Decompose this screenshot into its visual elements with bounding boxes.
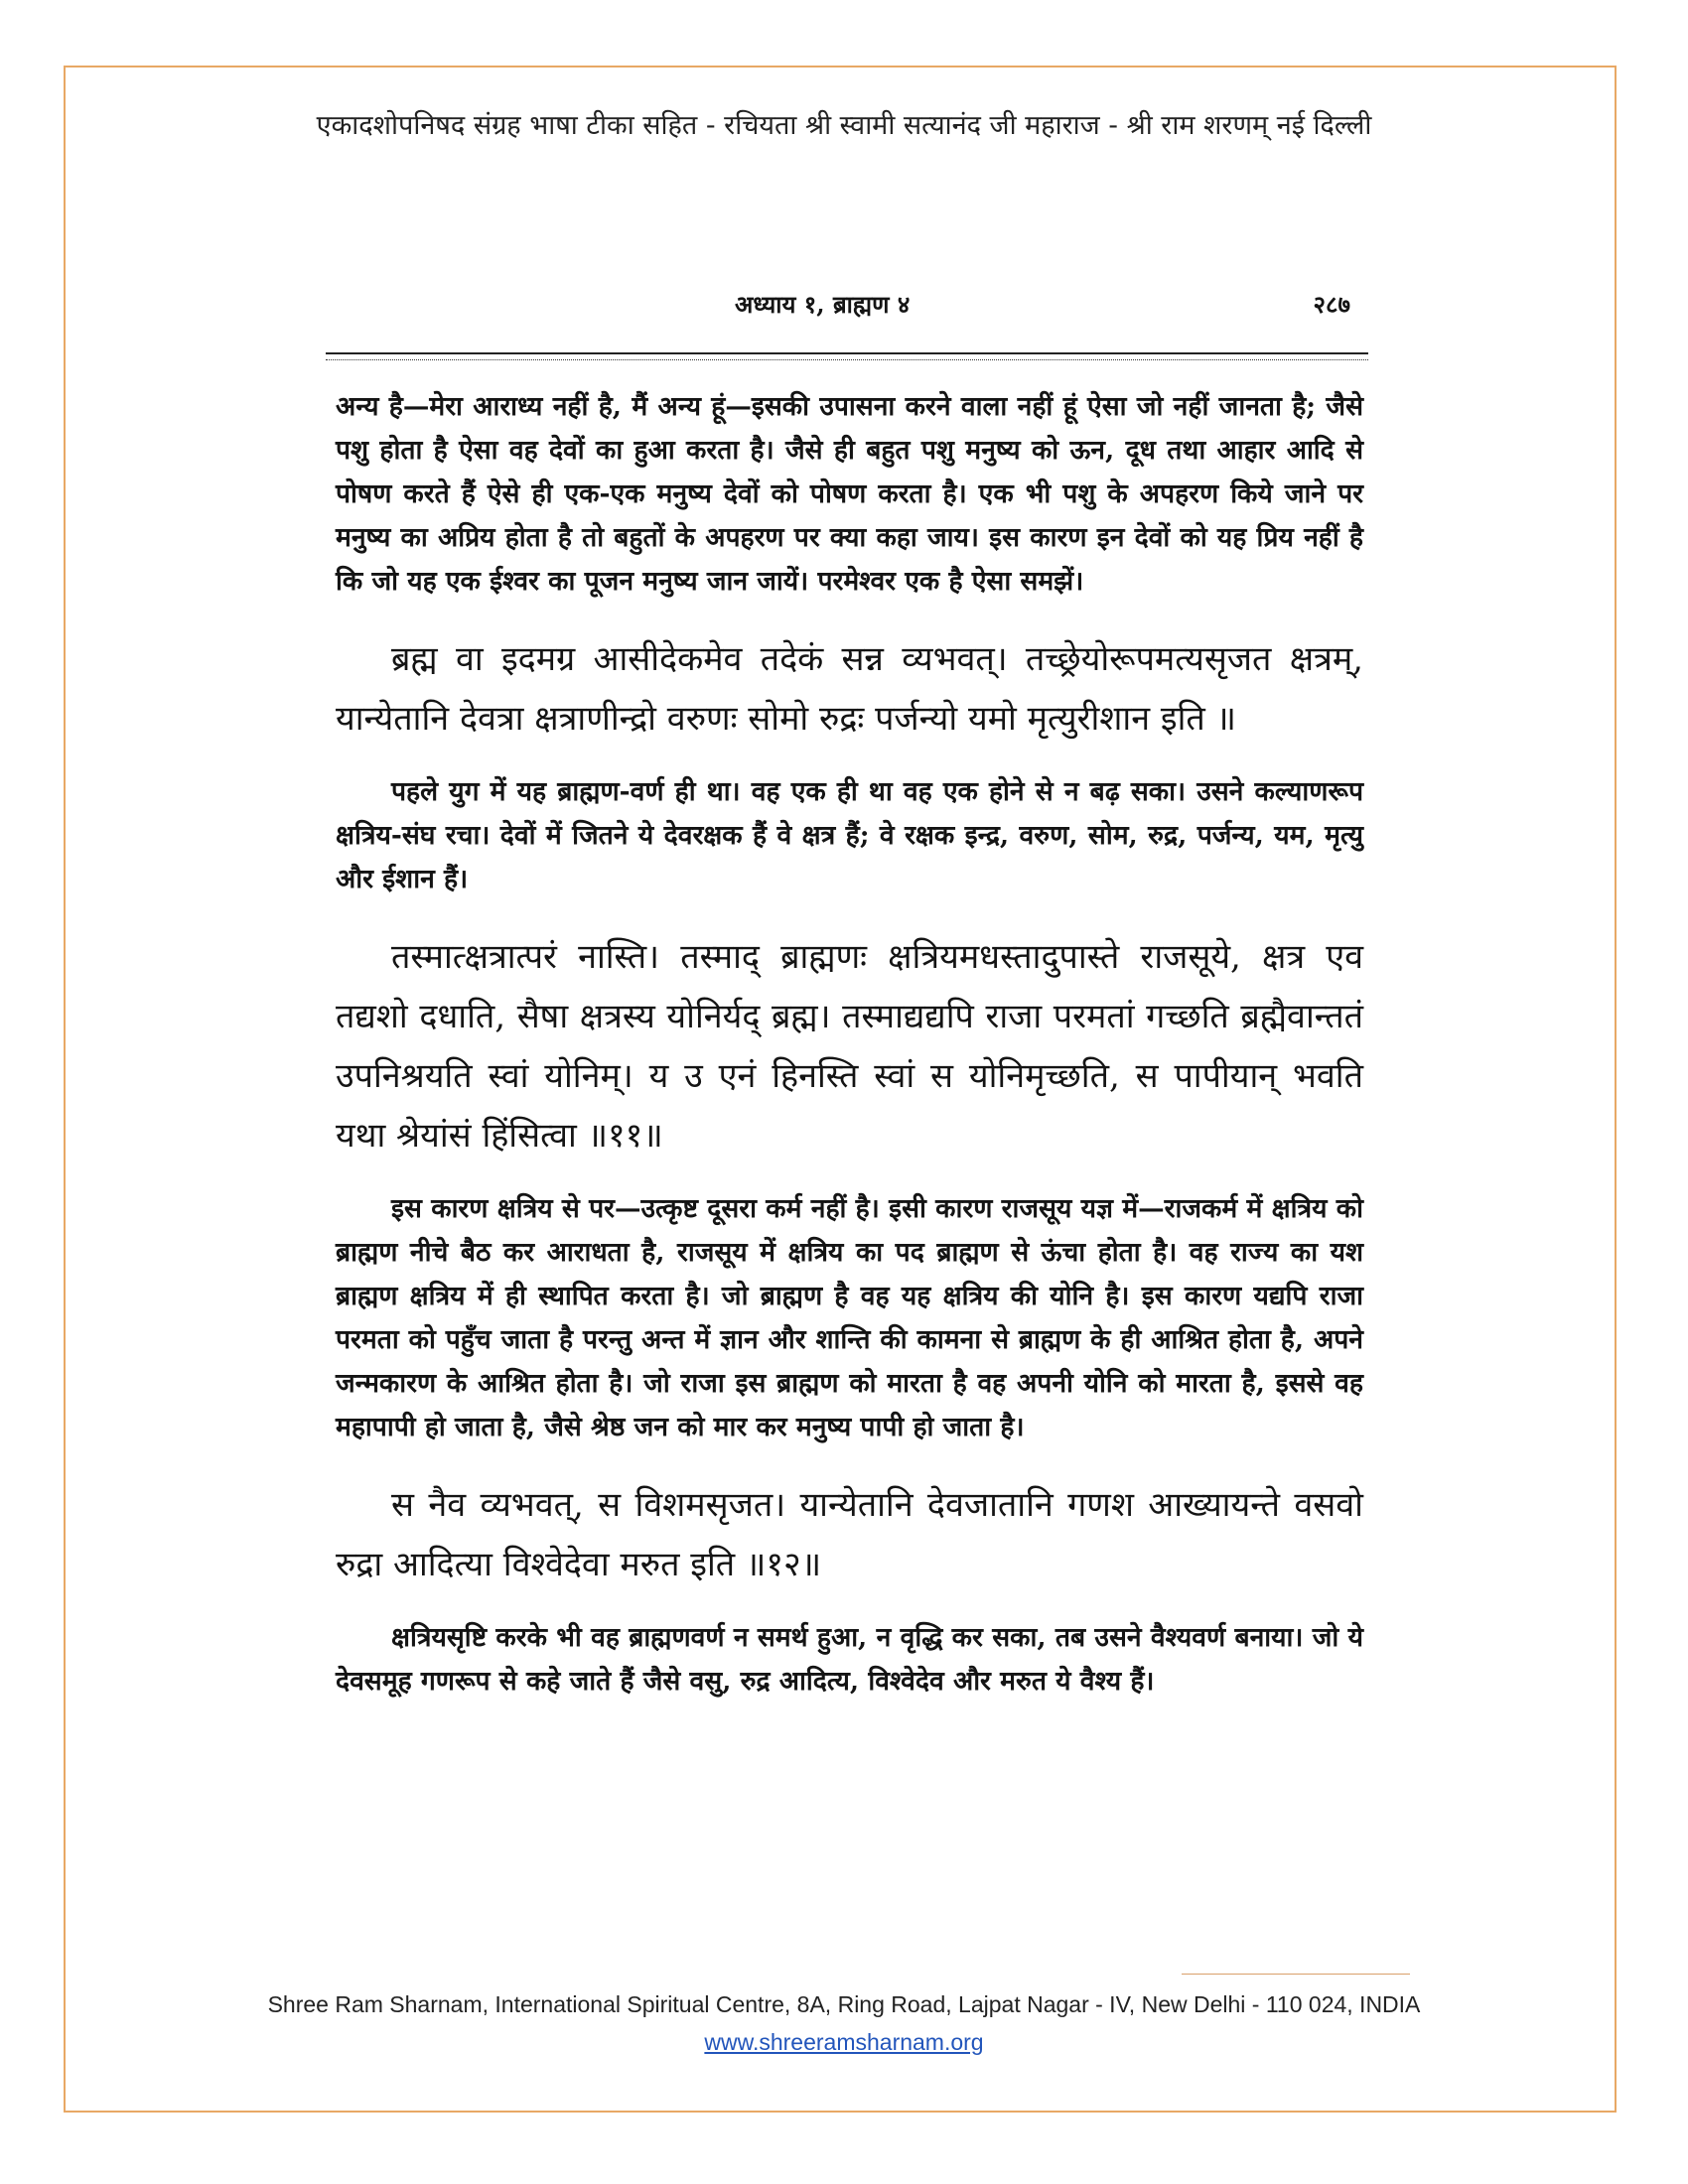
website-link[interactable]: www.shreeramsharnam.org — [704, 2029, 984, 2055]
page-body — [336, 385, 1363, 1729]
footer-website — [0, 2029, 1688, 2056]
chapter-heading: अध्याय १, ब्राह्मण ४ — [735, 290, 911, 319]
sanskrit-verse-10: ब्रह्म वा इदमग्र आसीदेकमेव तदेकं सन्न व्यभवत्। तच्छ्रेयोरूपमत्यसृजत क्षत्रम्, यान्येतानि देवत्रा क्षत्राणीन्द्रो वरुणः सोमो रुद्रः पर्जन्यो यमो मृत्युरीशान इति ॥ — [336, 639, 1363, 739]
prose-paragraph-4: क्षत्रियसृष्टि करके भी वह ब्राह्मणवर्ण न समर्थ हुआ, न वृद्धि कर सका, तब उसने वैश्यवर्ण बनाया। जो ये देवसमूह गणरूप से कहे जाते हैं जैसे वसु, रुद्र आदित्य, विश्वेदेव और मरुत ये वैश्य हैं। — [336, 1622, 1363, 1697]
sanskrit-verse-11: तस्मात्क्षत्रात्परं नास्ति। तस्माद् ब्राह्मणः क्षत्रियमधस्तादुपास्ते राजसूये, क्षत्र एव तद्यशो दधाति, सैषा क्षत्रस्य योनिर्यद् ब्रह्म। तस्माद्यद्यपि राजा परमतां गच्छति ब्रह्मैवान्ततं उपनिश्रयति स्वां योनिम्। य उ एनं हिनस्ति स्वां स योनिमृच्छति, स पापीयान् भवति यथा श्रेयांसं हिंसित्वा ॥११॥ — [336, 937, 1363, 1156]
scanned-page — [318, 268, 1370, 1956]
sanskrit-verse-12: स नैव व्यभवत्, स विशमसृजत। यान्येतानि देवजातानि गणश आख्यायन्ते वसवो रुद्रा आदित्या विश्वेदेवा मरुत इति ॥१२॥ — [336, 1485, 1363, 1584]
page-number: २८७ — [1313, 290, 1350, 319]
page-banner: एकादशोपनिषद संग्रह भाषा टीका सहित - रचियता श्री स्वामी सत्यानंद जी महाराज - श्री राम शरणम् नई दिल्ली — [316, 110, 1372, 141]
prose-paragraph-2: पहले युग में यह ब्राह्मण-वर्ण ही था। वह एक ही था वह एक होने से न बढ़ सका। उसने कल्याणरूप क्षत्रिय-संघ रचा। देवों में जितने ये देवरक्षक हैं वे क्षत्र हैं; वे रक्षक इन्द्र, वरुण, सोम, रुद्र, पर्जन्य, यम, मृत्यु और ईशान हैं। — [336, 776, 1363, 894]
header-rule — [326, 352, 1368, 354]
prose-paragraph-3: इस कारण क्षत्रिय से पर—उत्कृष्ट दूसरा कर्म नहीं है। इसी कारण राजसूय यज्ञ में—राजकर्म में क्षत्रिय को ब्राह्मण नीचे बैठ कर आराधता है, राजसूय में क्षत्रिय का पद ब्राह्मण से ऊंचा होता है। वह राज्य का यश ब्राह्मण क्षत्रिय में ही स्थापित करता है। जो ब्राह्मण है वह यह क्षत्रिय की योनि है। इस कारण यद्यपि राजा परमता को पहुँच जाता है परन्तु अन्त में ज्ञान और शान्ति की कामना से ब्राह्मण के ही आश्रित होता है, अपने जन्मकारण के आश्रित होता है। जो राजा इस ब्राह्मण को मारता है वह अपनी योनि को मारता है, इससे वह महापापी हो जाता है, जैसे श्रेष्ठ जन को मार कर मनुष्य पापी हो जाता है। — [336, 1193, 1363, 1442]
prose-paragraph-1: अन्य है—मेरा आराध्य नहीं है, मैं अन्य हूं—इसकी उपासना करने वाला नहीं हूं ऐसा जो नहीं जानता है; जैसे पशु होता है ऐसा वह देवों का हुआ करता है। जैसे ही बहुत पशु मनुष्य को ऊन, दूध तथा आहार आदि से पोषण करते हैं ऐसे ही एक-एक मनुष्य देवों को पोषण करता है। एक भी पशु के अपहरण किये जाने पर मनुष्य का अप्रिय होता है तो बहुतों के अपहरण पर क्या कहा जाय। इस कारण इन देवों को यह प्रिय नहीं है कि जो यह एक ईश्वर का पूजन मनुष्य जान जायें। परमेश्वर एक है ऐसा समझें। — [336, 391, 1363, 597]
footer-address: Shree Ram Sharnam, International Spiritual Centre, 8A, Ring Road, Lajpat Nagar - IV, New Delhi - 110 024, INDIA — [267, 1991, 1421, 2017]
running-head — [318, 288, 1370, 328]
header-rule-dotted — [326, 359, 1368, 360]
footer-divider — [1182, 1974, 1410, 1975]
